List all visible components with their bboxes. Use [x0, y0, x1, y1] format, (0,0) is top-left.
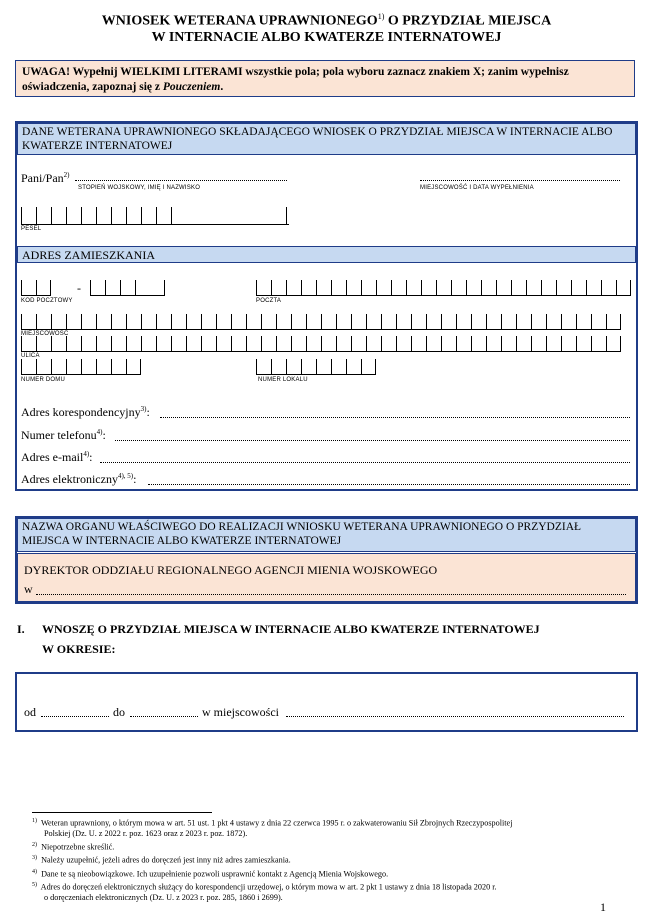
post-office-caption: POCZTA: [256, 298, 282, 304]
flat-number-caption: NUMER LOKALU: [258, 377, 308, 383]
request-number: I.: [17, 622, 25, 636]
footnote-5-text2: o doręczeniach elektronicznych (Dz. U. z 2023 r. poz. 285, 1860 i 2699).: [44, 893, 283, 903]
corr-address-text: Adres korespondencyjny: [21, 405, 141, 419]
od-field[interactable]: [41, 715, 109, 717]
footnote-2-text: Niepotrzebne skreślić.: [41, 842, 115, 852]
do-label: do: [113, 705, 125, 719]
warning-end: .: [220, 81, 224, 93]
corr-address-label: Adres korespondencyjny$^{3)}$:: [21, 405, 150, 419]
post-office-cells[interactable]: [256, 280, 631, 296]
footnote-5-number: 5): [32, 881, 37, 888]
title-sup: 1): [377, 12, 385, 21]
footnote-5: [32, 880, 632, 904]
pani-pan-sup: 2): [63, 171, 70, 179]
pani-pan-text: Pani/Pan: [21, 171, 64, 185]
od-label: od: [24, 705, 36, 719]
postal-code-first-cells[interactable]: [21, 280, 51, 296]
pani-pan-label: [21, 171, 70, 186]
title-line2: W INTERNACIE ALBO KWATERZE INTERNATOWEJ: [151, 29, 502, 45]
postal-code-second-cells[interactable]: [90, 280, 165, 296]
footnote-2-number: 2): [32, 841, 37, 848]
street-caption: ULICA: [21, 353, 40, 359]
page-number: 1: [600, 900, 606, 914]
miejscowosc-field[interactable]: [286, 715, 624, 717]
footnote-4: [32, 867, 632, 880]
locality-caption: MIEJSCOWOŚĆ: [21, 331, 69, 337]
applicant-data-section: [15, 121, 638, 491]
warning-box: [15, 60, 635, 97]
house-number-caption: NUMER DOMU: [21, 377, 65, 383]
pesel-caption: PESEL: [21, 226, 42, 232]
organ-name: DYREKTOR ODDZIAŁU REGIONALNEGO AGENCJI MIENIA WOJSKOWEGO: [24, 563, 438, 577]
footnote-1-text: Weteran uprawniony, o którym mowa w art. 51 ust. 1 pkt 4 ustawy z dnia 22 czerwca 1995 r. o zakwaterowaniu Sił Zbrojnych Rzeczypospolitej: [40, 818, 513, 828]
warning-italic: Pouczeniem: [162, 81, 221, 93]
organ-header: NAZWA ORGANU WŁAŚCIWEGO DO REALIZACJI WNIOSKU WETERANA UPRAWNIONEGO O PRZYDZIAŁ MIEJSCA W INTERNACIE ALBO KWATERZE INTERNATOWEJ: [17, 518, 636, 552]
footnote-3-number: 3): [32, 855, 37, 862]
warning-text: UWAGA! Wypełnij WIELKIMI LITERAMI wszystkie pola; pola wyboru zaznacz znakiem X; zanim wypełnisz oświadczenia, zapoznaj się z: [22, 66, 569, 93]
postal-code-caption: KOD POCZTOWY: [21, 298, 73, 304]
request-text-2: W OKRESIE:: [42, 642, 116, 656]
corr-address-sup: 3): [140, 405, 147, 413]
place-date-caption: MIEJSCOWOŚĆ I DATA WYPEŁNIENIA: [420, 185, 534, 191]
phone-sup: 4): [96, 428, 103, 436]
do-field[interactable]: [130, 715, 198, 717]
footnote-4-number: 4): [32, 868, 37, 875]
phone-field[interactable]: [115, 439, 630, 441]
postal-dash: -: [77, 281, 81, 295]
phone-label: Numer telefonu$^{4)}$:: [21, 428, 106, 442]
form-title: [0, 9, 653, 46]
electronic-address-field[interactable]: [148, 483, 630, 485]
electronic-address-sup: 4), 5): [117, 472, 134, 480]
name-field[interactable]: [75, 179, 287, 181]
email-label: Adres e-mail$^{4)}$:: [21, 450, 93, 464]
footnote-3: [32, 853, 632, 866]
period-box: [15, 672, 638, 732]
title-line1b: O PRZYDZIAŁ MIEJSCA: [384, 13, 552, 29]
electronic-address-text: Adres elektroniczny: [21, 472, 118, 486]
footnote-1-text2: Polskiej (Dz. U. z 2022 r. poz. 1623 oraz z 2023 r. poz. 1872).: [44, 829, 248, 839]
email-sup: 4): [83, 450, 90, 458]
organ-w-label: w: [24, 582, 33, 596]
corr-address-field[interactable]: [160, 416, 630, 418]
organ-location-field[interactable]: [36, 593, 626, 595]
locality-cells[interactable]: [21, 314, 621, 330]
footnotes: [32, 816, 632, 904]
applicant-data-header: DANE WETERANA UPRAWNIONEGO SKŁADAJĄCEGO WNIOSEK O PRZYDZIAŁ MIEJSCA W INTERNACIE ALBO KWATERZE INTERNATOWEJ: [17, 123, 636, 155]
name-caption: STOPIEŃ WOJSKOWY, IMIĘ I NAZWISKO: [78, 185, 201, 191]
footnote-3-text: Należy uzupełnić, jeżeli adres do doręczeń jest inny niż adres zamieszkania.: [41, 855, 291, 865]
pesel-cells[interactable]: [21, 207, 287, 223]
flat-number-cells[interactable]: [256, 359, 376, 375]
email-field[interactable]: [100, 461, 630, 463]
street-cells[interactable]: [21, 336, 621, 352]
house-number-cells[interactable]: [21, 359, 141, 375]
electronic-address-label: Adres elektroniczny$^{4), 5)}$:: [21, 472, 137, 486]
footnote-separator: [32, 812, 212, 813]
footnote-1-number: 1): [32, 818, 37, 824]
address-header: ADRES ZAMIESZKANIA: [17, 246, 636, 263]
request-text-1: WNOSZĘ O PRZYDZIAŁ MIEJSCA W INTERNACIE ALBO KWATERZE INTERNATOWEJ: [42, 622, 540, 636]
footnote-4-text: Dane te są nieobowiązkowe. Ich uzupełnienie pozwoli usprawnić kontakt z Agencją Mienia Wojskowego.: [41, 869, 389, 879]
phone-text: Numer telefonu: [21, 428, 97, 442]
email-text: Adres e-mail: [21, 450, 84, 464]
miejscowosc-label: w miejscowości: [202, 705, 279, 719]
footnote-1: [32, 816, 632, 840]
place-date-field[interactable]: [420, 179, 620, 181]
title-line1: WNIOSEK WETERANA UPRAWNIONEGO: [101, 13, 378, 29]
footnote-2: [32, 840, 632, 853]
footnote-5-text: Adres do doręczeń elektronicznych służący do korespondencji urzędowej, o którym mowa w art. 2 pkt 1 ustawy z dnia 18 listopada 2020 r.: [40, 882, 497, 892]
